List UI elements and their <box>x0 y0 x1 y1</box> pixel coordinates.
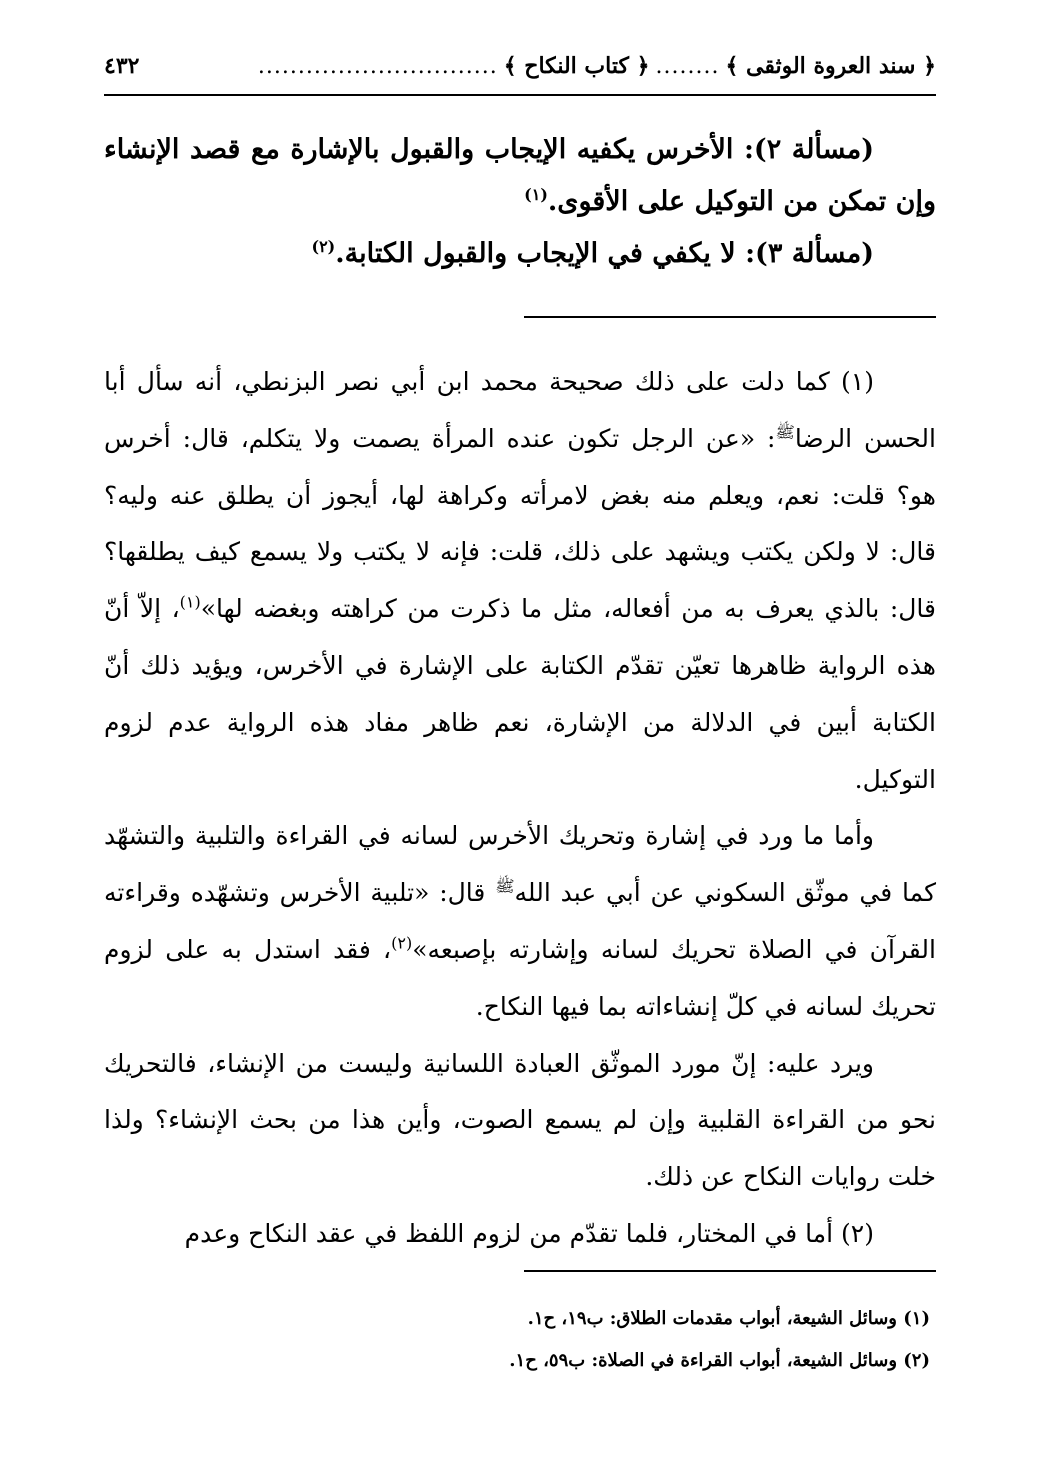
paragraph-text: وأما ما ورد في إشارة وتحريك الأخرس لسانه في القراءة والتلبية والتشهّد كما في موثّق السكوني عن أبي عبد الله <box>104 821 936 908</box>
header-titles <box>258 53 936 79</box>
paragraph-text: : «عن الرجل تكون عنده المرأة يصمت ولا يتكلم، قال: أخرس هو؟ قلت: نعم، ويعلم منه بغض لامرأته وكراهة لها، أيجوز أن يطلق عنه وليه؟ قال: لا ولكن يكتب ويشهد على ذلك، قلت: فإنه لا يكتب ولا يسمع كيف يطلقها؟ قال: بالذي يعرف به من أفعاله، مثل ما ذكرت من كراهته وبغضه لها» <box>104 423 936 624</box>
footnote-marker: (١) <box>524 185 548 204</box>
footnote: (١) وسائل الشيعة، أبواب مقدمات الطلاق: ب١٩، ح١. <box>527 1308 930 1329</box>
commentary-paragraph <box>104 808 936 1035</box>
footnote-marker: (١) <box>179 592 201 612</box>
paragraph-text: ، إلاّ أنّ هذه الرواية ظاهرها تعيّن تقدّم الكتابة على الإشارة في الأخرس، ويؤيد ذلك أنّ الكتابة أبين في الدلالة من الإشارة، نعم ظاهر مفاد هذه الرواية عدم لزوم التوكيل. <box>104 594 936 794</box>
footnote: (٢) وسائل الشيعة، أبواب القراءة في الصلاة: ب٥٩، ح١. <box>509 1350 930 1371</box>
paragraph-text: (١) كما دلت على ذلك صحيحة محمد ابن أبي نصر البزنطي، أنه سأل أبا الحسن الرضا <box>104 367 936 453</box>
commentary-divider <box>524 316 936 318</box>
paragraph-text: (٢) أما في المختار، فلما تقدّم من لزوم اللفظ في عقد النكاح وعدم <box>184 1218 874 1248</box>
issue-text: (مسألة ٢): الأخرس يكفيه الإيجاب والقبول بالإشارة مع قصد الإنشاء وإن تمكن من التوكيل على الأقوى. <box>104 134 936 217</box>
paragraph-text: ويرد عليه: إنّ مورد الموثّق العبادة اللسانية وليست من الإنشاء، فالتحريك نحو من القراءة القلبية وإن لم يسمع الصوت، وأين هذا من بحث الإنشاء؟ ولذا خلت روايات النكاح عن ذلك. <box>104 1048 936 1192</box>
book-page <box>104 36 936 1436</box>
issues-block <box>104 124 936 280</box>
commentary-paragraph <box>104 1206 936 1263</box>
header-leader-right: ........ <box>655 53 720 79</box>
issue-paragraph <box>104 124 936 228</box>
series-title: ﴿ سند العروة الوثقى ﴾ <box>725 53 936 79</box>
footnote-marker: (٢) <box>391 933 413 953</box>
header-divider <box>104 94 936 96</box>
honorific-glyph: ﷺ <box>775 422 795 442</box>
page-number: ٤٣٢ <box>104 53 140 79</box>
commentary-block <box>104 354 936 1263</box>
running-header <box>104 44 936 88</box>
footnote-divider <box>524 1270 936 1272</box>
issue-paragraph <box>104 228 936 280</box>
commentary-paragraph <box>104 1036 936 1206</box>
header-leader-left: .............................. <box>257 53 498 79</box>
commentary-paragraph <box>104 354 936 808</box>
paragraph-text: قال: «تلبية الأخرس وتشهّده وقراءته القرآن في الصلاة تحريك لسانه وإشارته بإصبعه» <box>104 878 936 964</box>
book-title: ﴿ كتاب النكاح ﴾ <box>503 53 650 79</box>
footnotes-block <box>104 1298 936 1382</box>
issue-text: (مسألة ٣): لا يكفي في الإيجاب والقبول الكتابة. <box>335 238 874 269</box>
honorific-glyph: ﷺ <box>495 876 515 896</box>
paragraph-text: ، فقد استدل به على لزوم تحريك لسانه في كلّ إنشاءاته بما فيها النكاح. <box>104 934 936 1021</box>
footnote-marker: (٢) <box>311 237 336 256</box>
